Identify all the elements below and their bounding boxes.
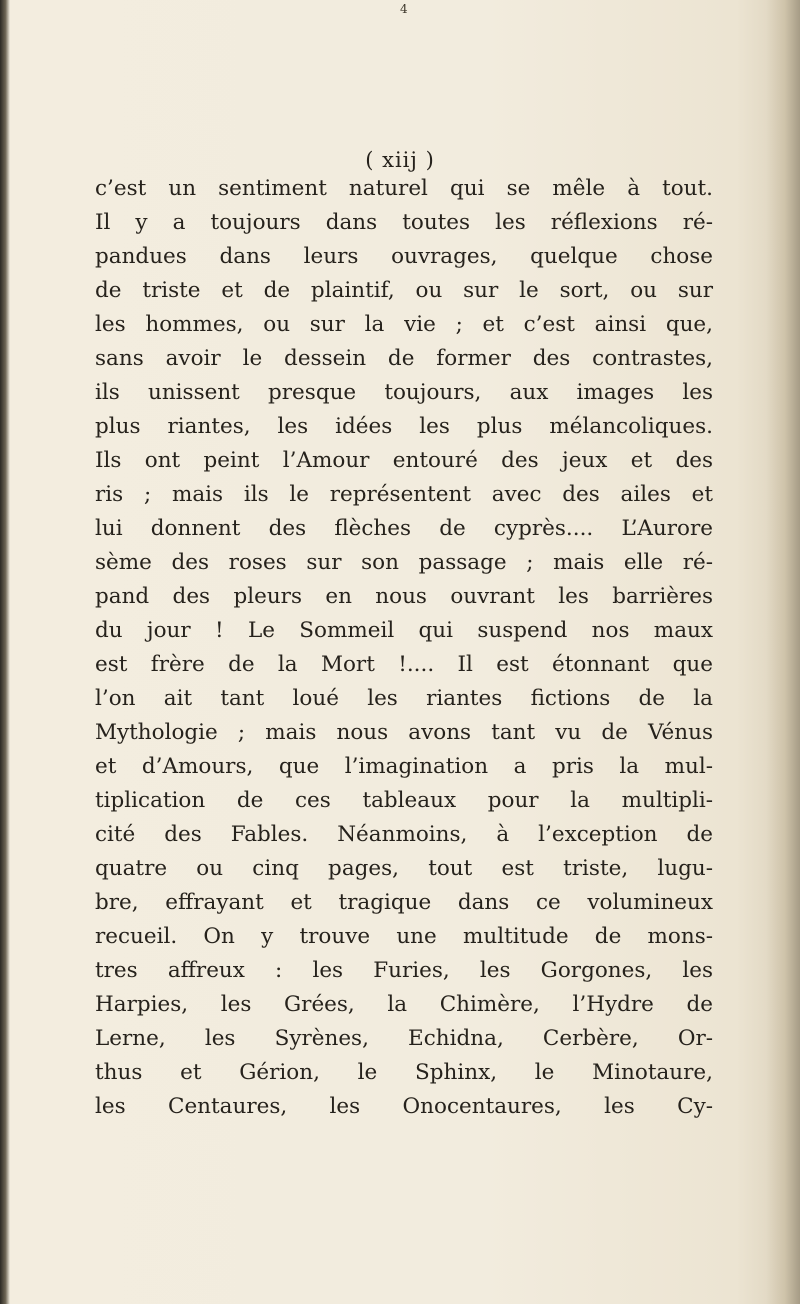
text-line: et d’Amours, que l’imagination a pris la mul- (95, 754, 713, 779)
text-line: pandues dans leurs ouvrages, quelque chose (95, 244, 713, 269)
text-line: plus riantes, les idées les plus mélancoliques. (95, 414, 713, 439)
top-mark: 4 (400, 2, 408, 16)
text-line: ils unissent presque toujours, aux images les (95, 380, 713, 405)
text-line: tiplication de ces tableaux pour la multipli- (95, 788, 713, 813)
text-line: sans avoir le dessein de former des contrastes, (95, 346, 713, 371)
text-line: les Centaures, les Onocentaures, les Cy- (95, 1094, 713, 1119)
text-line: lui donnent des flèches de cyprès.... L’Aurore (95, 516, 713, 541)
page-left-shadow (0, 0, 10, 1304)
text-line: pand des pleurs en nous ouvrant les barrières (95, 584, 713, 609)
page-number: ( xiij ) (365, 148, 435, 172)
text-line: est frère de la Mort !.... Il est étonnant que (95, 652, 713, 677)
text-line: recueil. On y trouve une multitude de mons- (95, 924, 713, 949)
text-line: Mythologie ; mais nous avons tant vu de Vénus (95, 720, 713, 745)
text-line: l’on ait tant loué les riantes fictions de la (95, 686, 713, 711)
text-line: quatre ou cinq pages, tout est triste, lugu- (95, 856, 713, 881)
text-line: bre, effrayant et tragique dans ce volumineux (95, 890, 713, 915)
text-line: du jour ! Le Sommeil qui suspend nos maux (95, 618, 713, 643)
text-line: c’est un sentiment naturel qui se mêle à tout. (95, 176, 713, 201)
text-line: ris ; mais ils le représentent avec des ailes et (95, 482, 713, 507)
text-line: Il y a toujours dans toutes les réflexions ré- (95, 210, 713, 235)
text-line: les hommes, ou sur la vie ; et c’est ainsi que, (95, 312, 713, 337)
text-line: Ils ont peint l’Amour entouré des jeux et des (95, 448, 713, 473)
text-line: de triste et de plaintif, ou sur le sort, ou sur (95, 278, 713, 303)
text-line: Lerne, les Syrènes, Echidna, Cerbère, Or- (95, 1026, 713, 1051)
body-text (95, 172, 713, 1124)
text-line: tres affreux : les Furies, les Gorgones, les (95, 958, 713, 983)
text-line: sème des roses sur son passage ; mais elle ré- (95, 550, 713, 575)
page-right-edge (766, 0, 800, 1304)
text-line: thus et Gérion, le Sphinx, le Minotaure, (95, 1060, 713, 1085)
text-line: Harpies, les Grées, la Chimère, l’Hydre de (95, 992, 713, 1017)
text-line: cité des Fables. Néanmoins, à l’exception de (95, 822, 713, 847)
